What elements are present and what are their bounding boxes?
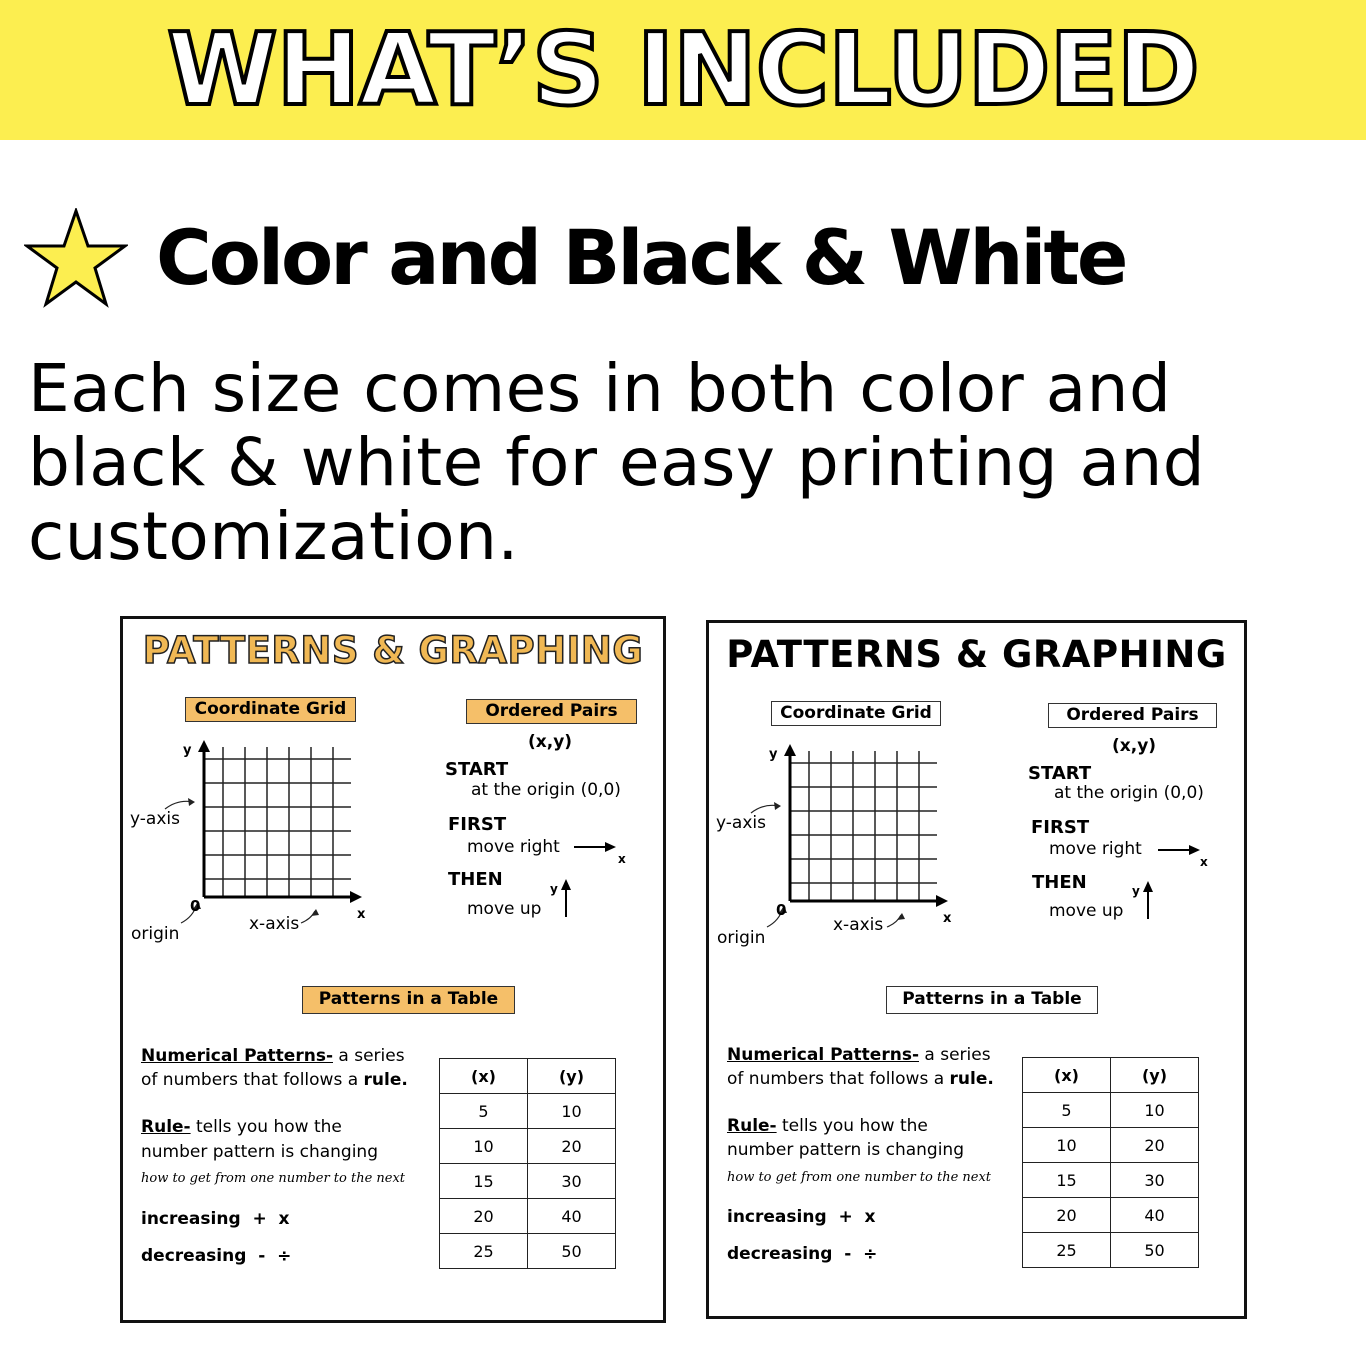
start-text: at the origin (0,0) (471, 780, 621, 800)
table-row (440, 1164, 616, 1199)
origin-label: origin (717, 928, 766, 948)
numerical-patterns-def-1: a series (919, 1045, 991, 1065)
first-text: move right (1049, 839, 1142, 859)
numerical-rule-word: rule. (363, 1070, 408, 1090)
origin-label: origin (131, 924, 180, 944)
y-axis-letter: y (769, 747, 778, 762)
table-row (1023, 1163, 1199, 1198)
then-text: move up (467, 899, 542, 919)
numerical-patterns-line-1 (727, 1045, 991, 1066)
table-cell: 10 (528, 1094, 616, 1129)
header-banner (0, 0, 1366, 140)
decreasing-ops: decreasing - ÷ (727, 1244, 878, 1264)
rule-note: how to get from one number to the next (727, 1170, 992, 1185)
star-icon (24, 208, 128, 308)
then-label: THEN (1032, 872, 1087, 893)
x-axis-letter: x (943, 911, 952, 926)
then-arrow-y: y (1132, 884, 1140, 898)
rule-def-1: tells you how the (190, 1117, 342, 1137)
table-header-y: (y) (1111, 1058, 1199, 1093)
table-cell: 5 (440, 1094, 528, 1129)
table-header-x: (x) (1023, 1058, 1111, 1093)
increasing-ops: increasing + x (727, 1207, 876, 1227)
numerical-patterns-def-1: a series (333, 1046, 405, 1066)
first-arrow-x: x (618, 852, 626, 866)
table-cell: 50 (528, 1234, 616, 1269)
numerical-patterns-line-2 (727, 1069, 994, 1090)
first-text: move right (467, 837, 560, 857)
first-label: FIRST (448, 814, 507, 835)
first-label: FIRST (1031, 817, 1090, 838)
table-cell: 30 (1111, 1163, 1199, 1198)
patterns-table-label: Patterns in a Table (886, 986, 1098, 1014)
rule-line-1 (727, 1116, 928, 1137)
table-row (440, 1129, 616, 1164)
decreasing-ops: decreasing - ÷ (141, 1246, 292, 1266)
table-cell: 15 (440, 1164, 528, 1199)
rule-note: how to get from one number to the next (141, 1171, 406, 1186)
rule-line-1 (141, 1117, 342, 1138)
x-axis-label: x-axis (833, 915, 884, 935)
start-text: at the origin (0,0) (1054, 783, 1204, 803)
rule-def-1: tells you how the (776, 1116, 928, 1136)
table-row (1023, 1233, 1199, 1268)
rule-line-2: number pattern is changing (141, 1142, 378, 1162)
table-header-x: (x) (440, 1059, 528, 1094)
patterns-table-label: Patterns in a Table (302, 986, 515, 1014)
first-arrow-x: x (1200, 855, 1208, 869)
ordered-pairs-format: (x,y) (1112, 736, 1157, 756)
table-row (440, 1234, 616, 1269)
table-row (1023, 1198, 1199, 1233)
table-cell: 20 (1023, 1198, 1111, 1233)
poster-title: PATTERNS & GRAPHING (726, 633, 1227, 676)
section-heading: Color and Black & White (156, 213, 1126, 302)
pattern-table (439, 1058, 616, 1269)
rule-term: Rule- (141, 1117, 191, 1137)
then-label: THEN (448, 869, 503, 890)
numerical-patterns-def-2: of numbers that follows a (727, 1069, 950, 1089)
table-cell: 10 (1023, 1128, 1111, 1163)
banner-title: WHAT’S INCLUDED (167, 11, 1199, 128)
table-cell: 50 (1111, 1233, 1199, 1268)
table-cell: 40 (1111, 1198, 1199, 1233)
table-cell: 20 (528, 1129, 616, 1164)
origin-zero: 0 (190, 897, 201, 915)
numerical-patterns-term: Numerical Patterns- (727, 1045, 919, 1065)
table-cell: 10 (1111, 1093, 1199, 1128)
poster-color (120, 616, 666, 1323)
start-label: START (1028, 763, 1092, 784)
then-text: move up (1049, 901, 1124, 921)
table-cell: 30 (528, 1164, 616, 1199)
table-cell: 20 (1111, 1128, 1199, 1163)
section-description: Each size comes in both color and black & white for easy printing and customization. (28, 350, 1206, 575)
ordered-pairs-label: Ordered Pairs (1048, 703, 1217, 728)
table-cell: 25 (440, 1234, 528, 1269)
increasing-ops: increasing + x (141, 1209, 290, 1229)
table-cell: 5 (1023, 1093, 1111, 1128)
table-cell: 15 (1023, 1163, 1111, 1198)
table-row (1023, 1128, 1199, 1163)
y-axis-label: y-axis (130, 809, 180, 829)
then-arrow-y: y (550, 882, 558, 896)
poster-black-white (706, 620, 1247, 1319)
ordered-pairs-label: Ordered Pairs (466, 699, 637, 724)
poster-title: PATTERNS & GRAPHING (142, 629, 644, 672)
table-header-y: (y) (528, 1059, 616, 1094)
table-cell: 40 (528, 1199, 616, 1234)
table-row (440, 1094, 616, 1129)
numerical-rule-word: rule. (949, 1069, 994, 1089)
numerical-patterns-def-2: of numbers that follows a (141, 1070, 364, 1090)
rule-term: Rule- (727, 1116, 777, 1136)
table-cell: 20 (440, 1199, 528, 1234)
numerical-patterns-line-2 (141, 1070, 408, 1091)
rule-line-2: number pattern is changing (727, 1140, 964, 1160)
pattern-table (1022, 1057, 1199, 1268)
start-label: START (445, 759, 509, 780)
numerical-patterns-line-1 (141, 1046, 405, 1067)
y-axis-label: y-axis (716, 813, 766, 833)
x-axis-label: x-axis (249, 914, 300, 934)
table-row (440, 1199, 616, 1234)
table-cell: 25 (1023, 1233, 1111, 1268)
ordered-pairs-format: (x,y) (528, 732, 573, 752)
coordinate-grid-label: Coordinate Grid (185, 697, 356, 722)
origin-zero: 0 (776, 901, 787, 919)
numerical-patterns-term: Numerical Patterns- (141, 1046, 333, 1066)
table-cell: 10 (440, 1129, 528, 1164)
y-axis-letter: y (183, 743, 192, 758)
coordinate-grid-label: Coordinate Grid (771, 701, 941, 726)
x-axis-letter: x (357, 907, 366, 922)
table-row (1023, 1093, 1199, 1128)
